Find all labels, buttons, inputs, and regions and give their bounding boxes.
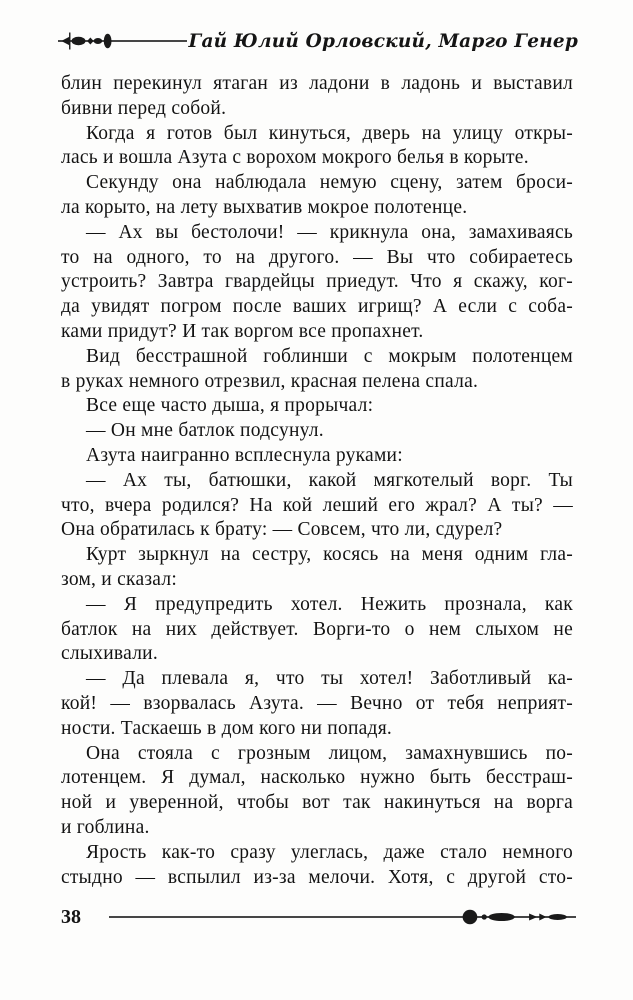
text-line: — Да плевала я, что ты хотел! Заботливый ка- — [86, 668, 573, 690]
text-block — [61, 72, 573, 890]
text-line: стыдно — вспылил из-за мелочи. Хотя, с другой сто- — [61, 866, 573, 888]
text-line: — Он мне батлок подсунул. — [86, 420, 324, 442]
text-line: и гоблина. — [61, 816, 150, 838]
page-footer — [61, 901, 576, 933]
footer-ornament-rule-icon — [109, 906, 576, 928]
text-line: лась и вошла Азута с ворохом мокрого белья в корыте. — [61, 147, 529, 169]
text-line: бивни перед собой. — [61, 97, 227, 119]
text-line: устроить? Завтра гвардейцы приедут. Что я скажу, ког- — [61, 271, 573, 293]
text-line: Она стояла с грозным лицом, замахнувшись по- — [86, 742, 573, 764]
text-line: ности. Таскаешь в дом кого ни попадя. — [61, 717, 393, 739]
text-line: Секунду она наблюдала немую сцену, затем броси- — [86, 172, 573, 194]
text-line: лотенцем. Я думал, насколько нужно быть бесстраш- — [61, 767, 573, 789]
text-line: да увидят погром после ваших игрищ? А если с соба- — [61, 296, 573, 318]
text-line: в руках немного отрезвил, красная пелена спала. — [61, 370, 479, 392]
text-line: слыхивали. — [61, 643, 158, 665]
text-line: Вид бесстрашной гоблинши с мокрым полотенцем — [86, 345, 573, 367]
text-line: батлок на них действует. Ворги-то о нем слыхом не — [61, 618, 573, 640]
text-line: что, вчера родился? На кой леший его жрал? А ты? — — [61, 494, 573, 516]
text-line: — Ах вы бестолочи! — крикнула она, замахиваясь — [86, 221, 573, 243]
page-header — [58, 27, 578, 55]
text-line: Она обратилась к брату: — Совсем, что ли, сдурел? — [61, 519, 503, 541]
text-line: то на одного, то на другого. — Вы что собираетесь — [61, 246, 573, 268]
text-line: Когда я готов был кинуться, дверь на улицу откры- — [86, 122, 573, 144]
text-line: ной и уверенной, чтобы вот так накинуться на ворга — [61, 792, 573, 814]
header-ornament-rule-icon — [58, 30, 187, 52]
text-line: — Я предупредить хотел. Нежить прознала, как — [86, 593, 573, 615]
text-line: Курт зыркнул на сестру, косясь на меня одним гла- — [86, 544, 573, 566]
text-line: Все еще часто дыша, я прорычал: — [86, 395, 374, 417]
text-line: Азута наигранно всплеснула руками: — [86, 444, 403, 466]
text-line: Ярость как-то сразу улеглась, даже стало немного — [86, 841, 573, 863]
text-line: ла корыто, на лету выхватив мокрое полотенце. — [61, 196, 468, 218]
page-number: 38 — [61, 905, 81, 928]
text-line: — Ах ты, батюшки, какой мягкотелый ворг. Ты — [86, 469, 573, 491]
header-authors: Гай Юлий Орловский, Марго Генер — [188, 30, 578, 52]
text-line: зом, и сказал: — [61, 568, 178, 590]
text-line: ками придут? И так воргом все пропахнет. — [61, 320, 424, 342]
text-line: кой! — взорвалась Азута. — Вечно от тебя неприят- — [61, 692, 573, 714]
text-line: блин перекинул ятаган из ладони в ладонь и выставил — [61, 73, 573, 94]
